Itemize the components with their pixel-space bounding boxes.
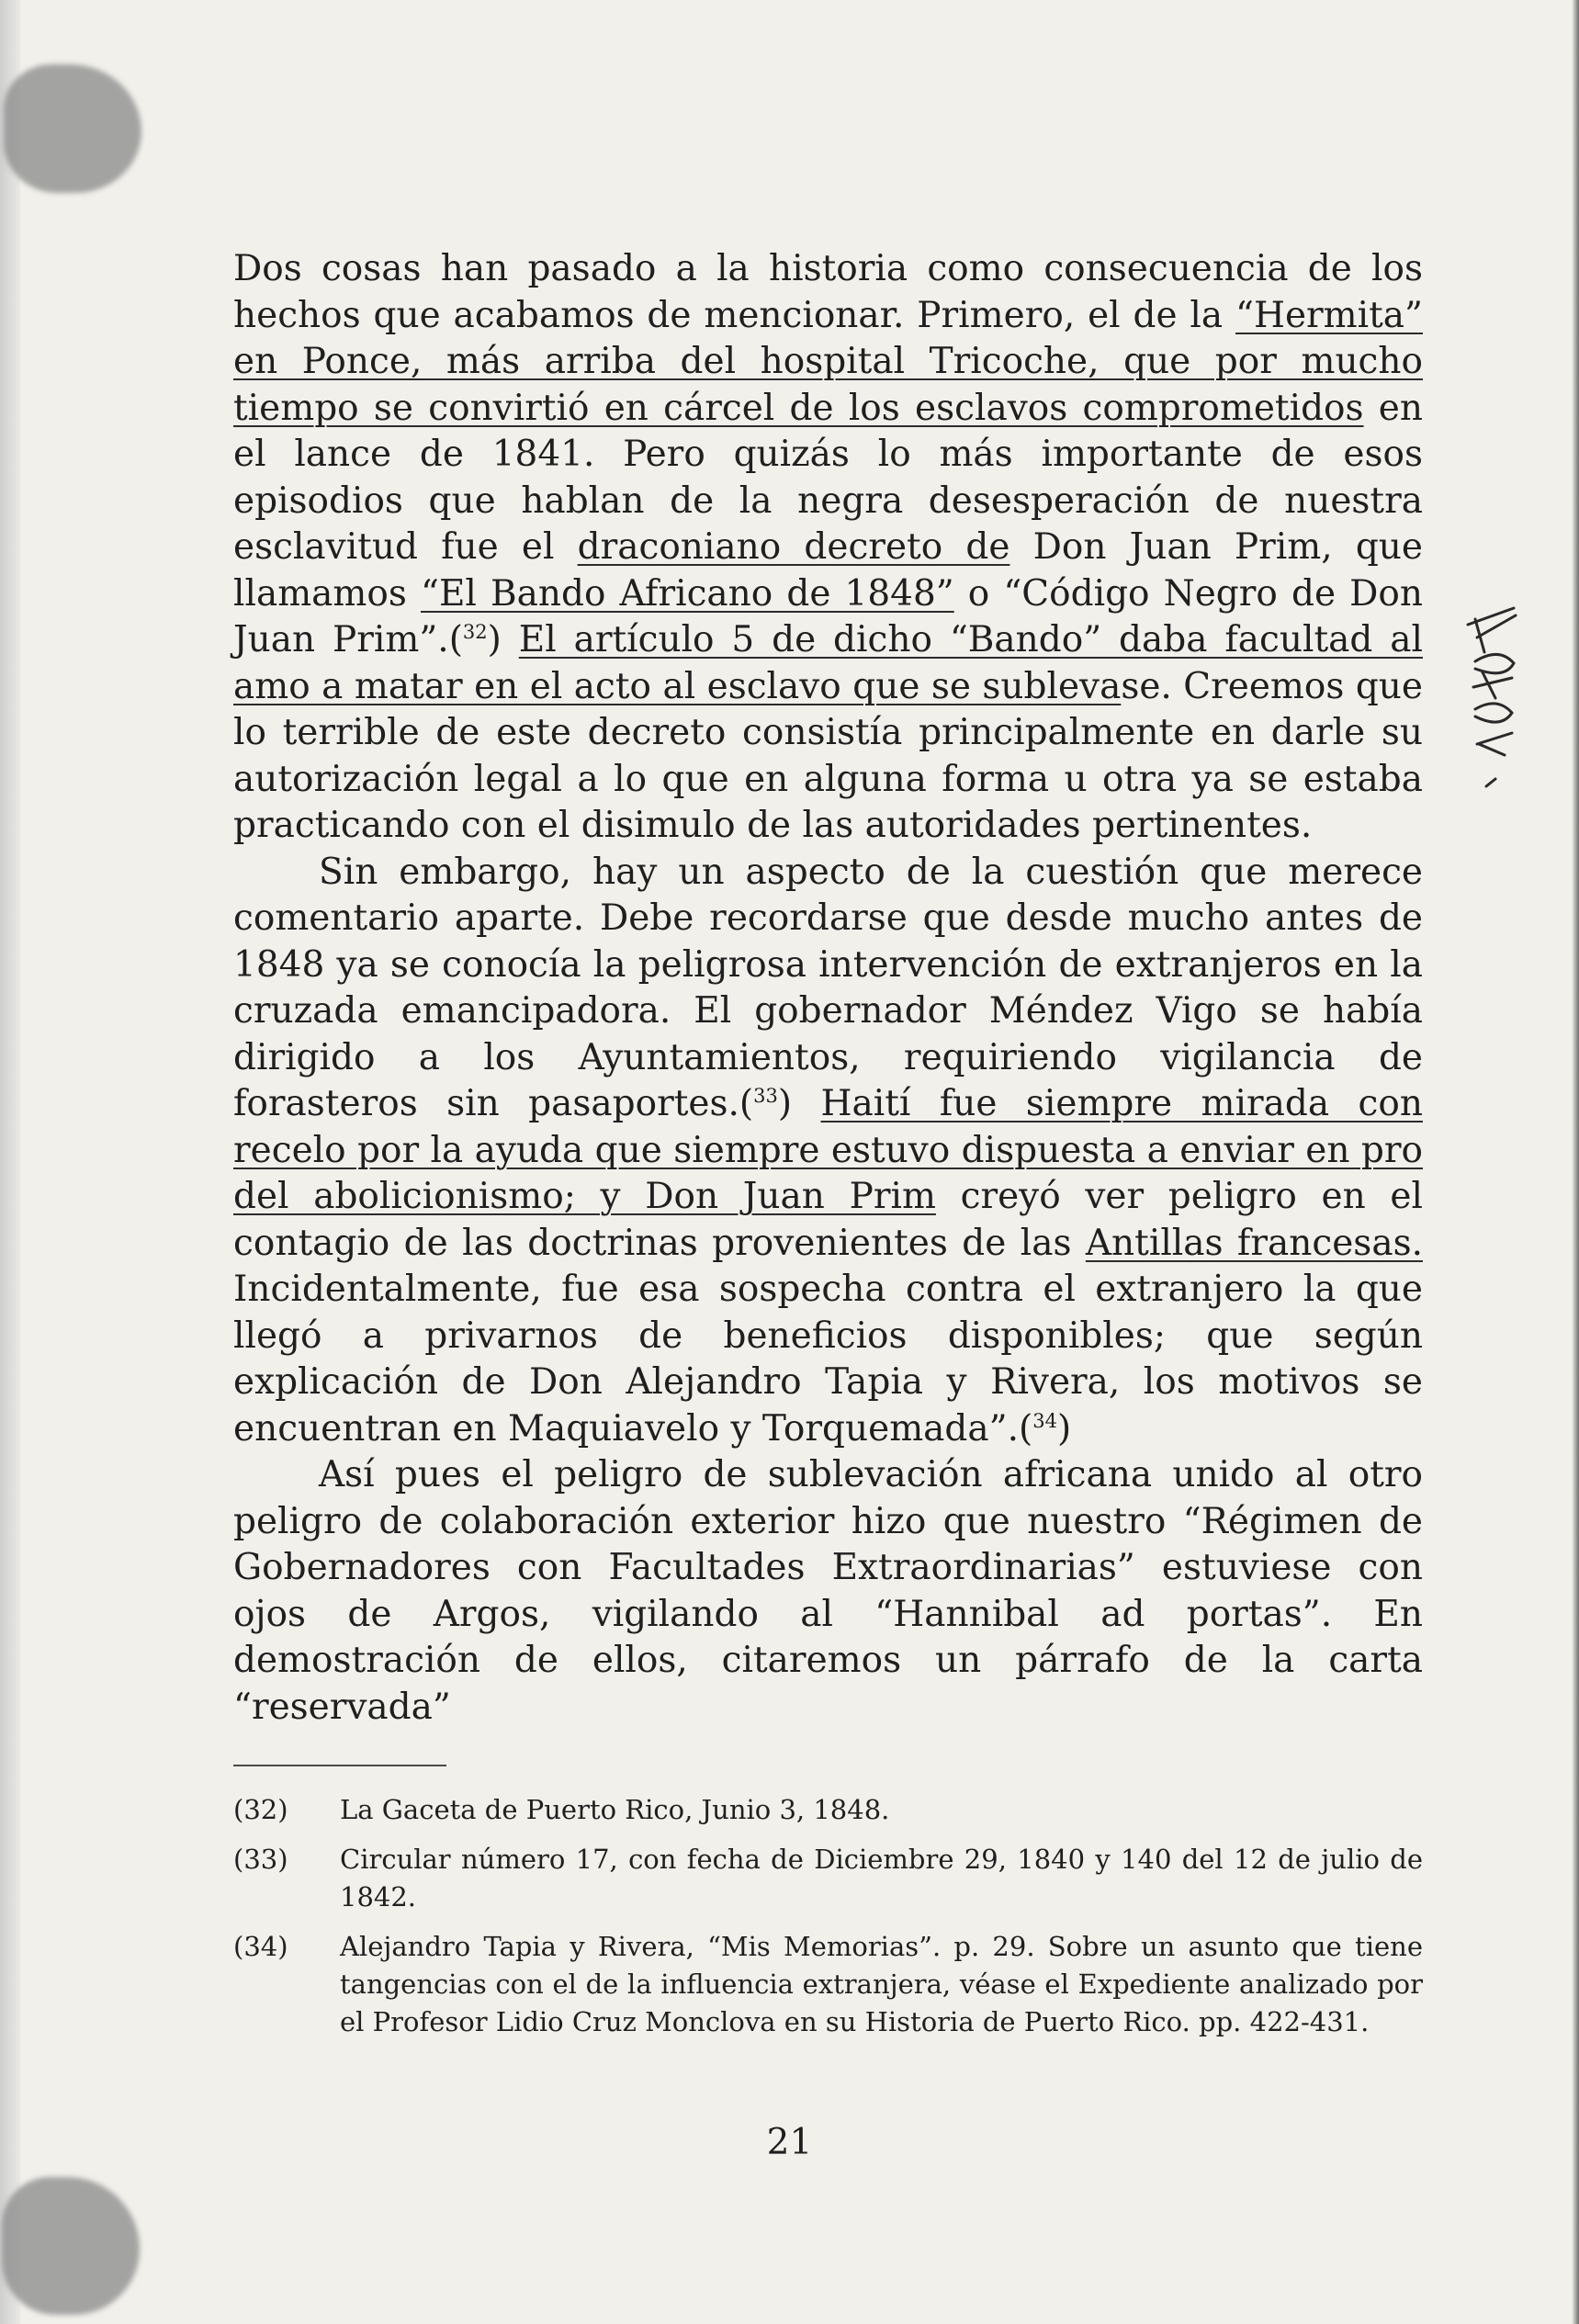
paper-stain-bottom: [2, 2177, 140, 2315]
footnote: [233, 1791, 1423, 1829]
footnote-text: Alejandro Tapia y Rivera, “Mis Memorias”. p. 29. Sobre un asunto que tiene tangencias con el de la influencia extranjera, véase el Expediente analizado por el Profesor Lidio Cruz Monclova en su Historia de Puerto Rico. pp. 422-431.: [340, 1931, 1423, 2037]
footnote-number: (32): [233, 1794, 288, 1825]
footnote-reference: ($^{32}$): [448, 619, 502, 660]
underlined-passage: Haití fue siempre mirada con recelo por la ayuda que siempre estuvo dispuesta a enviar en pro del abolicionismo; y Don Juan Prim: [233, 1083, 1423, 1217]
footnote-reference-number: 32: [462, 621, 488, 643]
text-segment: [502, 619, 519, 660]
margin-note-handwriting: [1459, 606, 1532, 790]
text-segment: Sin embargo, hay un aspecto de la cuestión que merece comentario aparte. Debe recordarse que desde mucho antes de 1848 ya se conocía la peligrosa intervención de extranjeros en la cruzada emancipadora. El gobernador Méndez Vigo se había dirigido a los Ayuntamientos, requiriendo vigilancia de forasteros sin pasaportes.: [233, 851, 1423, 1124]
footnote-number: (33): [233, 1844, 288, 1875]
footnote-reference-number: 34: [1032, 1409, 1057, 1432]
paragraph: [233, 850, 1423, 1453]
underlined-passage: El artículo 5 de dicho “Bando” daba facultad al amo a matar en el acto al esclavo que se subleva: [233, 619, 1423, 707]
text-segment: Dos cosas han pasado a la historia como consecuencia de los hechos que acabamos de mencionar. Primero, el de la: [233, 248, 1423, 336]
footnote-reference: ($^{33}$): [739, 1083, 793, 1124]
footnote-text: La Gaceta de Puerto Rico, Junio 3, 1848.: [340, 1794, 890, 1825]
page-number: 21: [766, 2122, 813, 2163]
footnote: [233, 1841, 1423, 1916]
text-segment: en el lance de 1841. Pero quizás lo más importante de esos episodios que hablan de la negra desesperación de nuestra esclavitud fue el: [233, 387, 1423, 568]
footnote-number: (34): [233, 1931, 288, 1962]
footnote-reference: ($^{34}$): [1018, 1407, 1072, 1450]
text-segment: [792, 1083, 820, 1124]
underlined-passage: “El Bando Africano de 1848”: [421, 572, 954, 615]
footnote-reference-number: 33: [753, 1085, 778, 1107]
text-segment: o “Código Negro de Don Juan Prim”.: [233, 572, 1423, 660]
page-edge-left: [0, 0, 20, 2324]
body-text: [233, 246, 1423, 1731]
paragraph: [233, 1452, 1423, 1731]
underlined-passage: “Hermita” en Ponce, más arriba del hospital Tricoche, que por mucho tiempo se convirtió en cárcel de los esclavos comprometidos: [233, 294, 1423, 429]
text-segment: creyó ver peligro en el contagio de las doctrinas provenientes de las: [233, 1176, 1423, 1264]
paragraph: [233, 246, 1423, 850]
footnote: [233, 1928, 1423, 2041]
footnote-text: Circular número 17, con fecha de Diciembre 29, 1840 y 140 del 12 de julio de 1842.: [340, 1844, 1423, 1912]
page-edge-right: [1572, 0, 1579, 2324]
underlined-passage: Antillas francesas.: [1085, 1222, 1423, 1264]
footnotes: [233, 1791, 1423, 2053]
text-segment: Don Juan Prim, que llamamos: [233, 526, 1423, 615]
underlined-passage: draconiano decreto de: [577, 526, 1010, 568]
paper-stain-top: [4, 64, 141, 193]
footnote-rule: [233, 1765, 446, 1766]
text-segment: Incidentalmente, fue esa sospecha contra el extranjero la que llegó a privarnos de beneficios disponibles; que según explicación de Don Alejandro Tapia y Rivera, los motivos se encuentran en Maquiavelo y Torquemada”.: [233, 1269, 1423, 1450]
text-segment: Así pues el peligro de sublevación africana unido al otro peligro de colaboración exterior hizo que nuestro “Régimen de Gobernadores con Facultades Extraordinarias” estuviese con ojos de Argos, vigilando al “Hannibal ad portas”. En demostración de ellos, citaremos un párrafo de la carta “reservada”: [233, 1454, 1423, 1728]
text-segment: se. Creemos que lo terrible de este decreto consistía principalmente en darle su autorización legal a lo que en alguna forma u otra ya se estaba practicando con el disimulo de las autoridades pertinentes.: [233, 665, 1423, 846]
